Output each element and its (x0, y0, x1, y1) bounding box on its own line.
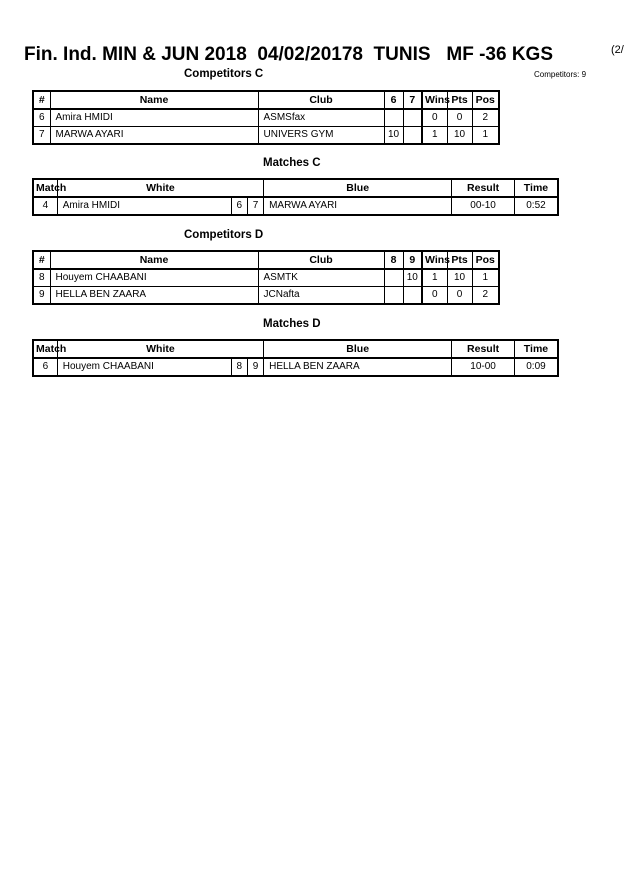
cell-time: 0:52 (514, 197, 558, 215)
cell-blue: MARWA AYARI (264, 197, 452, 215)
cell-name: MARWA AYARI (50, 127, 258, 145)
cell-score-2 (403, 127, 422, 145)
col-header-score-1: 6 (384, 91, 403, 109)
cell-score-1: 10 (384, 127, 403, 145)
cell-pos: 1 (472, 269, 499, 287)
col-header-club: Club (258, 91, 384, 109)
col-header-pts: Pts (447, 251, 472, 269)
competitors-d-table (32, 250, 500, 305)
col-header-match: Match (33, 179, 57, 197)
cell-name: Houyem CHAABANI (50, 269, 258, 287)
matches-d-heading: Matches D (263, 318, 321, 330)
cell-score-1 (384, 109, 403, 127)
col-header-pos: Pos (472, 91, 499, 109)
col-header-pts: Pts (447, 91, 472, 109)
cell-white-num: 6 (231, 197, 247, 215)
col-header-club: Club (258, 251, 384, 269)
cell-score-2 (403, 109, 422, 127)
competitors-c-table (32, 90, 500, 145)
cell-num: 6 (33, 109, 50, 127)
cell-pos: 2 (472, 109, 499, 127)
col-header-time: Time (514, 179, 558, 197)
cell-white-num: 8 (231, 358, 247, 376)
col-header-score-2: 7 (403, 91, 422, 109)
col-header-num: # (33, 91, 50, 109)
col-header-score-2: 9 (403, 251, 422, 269)
matches-d-table (32, 339, 559, 377)
table-row (33, 287, 499, 305)
table-row (33, 269, 499, 287)
table-row (33, 109, 499, 127)
cell-club: ASMSfax (258, 109, 384, 127)
col-header-num: # (33, 251, 50, 269)
cell-pts: 10 (447, 127, 472, 145)
table-header-row (33, 179, 558, 197)
table-row (33, 358, 558, 376)
cell-pts: 10 (447, 269, 472, 287)
cell-wins: 1 (422, 127, 447, 145)
col-header-result: Result (452, 179, 515, 197)
cell-club: UNIVERS GYM (258, 127, 384, 145)
cell-pos: 2 (472, 287, 499, 305)
cell-time: 0:09 (514, 358, 558, 376)
cell-white: Houyem CHAABANI (57, 358, 231, 376)
col-header-match: Match (33, 340, 57, 358)
cell-club: JCNafta (258, 287, 384, 305)
cell-club: ASMTK (258, 269, 384, 287)
col-header-pos: Pos (472, 251, 499, 269)
cell-blue-num: 7 (247, 197, 263, 215)
cell-wins: 0 (422, 287, 447, 305)
cell-result: 00-10 (452, 197, 515, 215)
col-header-result: Result (452, 340, 515, 358)
cell-num: 9 (33, 287, 50, 305)
cell-score-1 (384, 269, 403, 287)
cell-pts: 0 (447, 287, 472, 305)
cell-score-1 (384, 287, 403, 305)
cell-name: Amira HMIDI (50, 109, 258, 127)
cell-score-2: 10 (403, 269, 422, 287)
competitors-count: Competitors: 9 (534, 70, 587, 79)
table-header-row (33, 91, 499, 109)
cell-score-2 (403, 287, 422, 305)
table-header-row (33, 340, 558, 358)
cell-result: 10-00 (452, 358, 515, 376)
col-header-score-1: 8 (384, 251, 403, 269)
col-header-blue: Blue (264, 340, 452, 358)
table-row (33, 127, 499, 145)
table-row (33, 197, 558, 215)
table-header-row (33, 251, 499, 269)
competitors-d-heading: Competitors D (184, 229, 264, 241)
cell-blue: HELLA BEN ZAARA (264, 358, 452, 376)
col-header-blue: Blue (264, 179, 452, 197)
matches-c-heading: Matches C (263, 157, 321, 169)
cell-num: 8 (33, 269, 50, 287)
col-header-name: Name (50, 251, 258, 269)
cell-num: 7 (33, 127, 50, 145)
cell-pts: 0 (447, 109, 472, 127)
matches-c-table (32, 178, 559, 216)
page-title: Fin. Ind. MIN & JUN 2018 04/02/20178 TUNIS MF -36 KGS (24, 44, 553, 65)
cell-blue-num: 9 (247, 358, 263, 376)
cell-match: 6 (33, 358, 57, 376)
col-header-white: White (57, 179, 263, 197)
cell-wins: 1 (422, 269, 447, 287)
col-header-name: Name (50, 91, 258, 109)
col-header-time: Time (514, 340, 558, 358)
cell-white: Amira HMIDI (57, 197, 231, 215)
cell-wins: 0 (422, 109, 447, 127)
col-header-white: White (57, 340, 263, 358)
cell-name: HELLA BEN ZAARA (50, 287, 258, 305)
page-number: (2/ (611, 44, 624, 56)
col-header-wins: Wins (422, 251, 447, 269)
competitors-c-heading: Competitors C (184, 68, 264, 80)
cell-match: 4 (33, 197, 57, 215)
cell-pos: 1 (472, 127, 499, 145)
col-header-wins: Wins (422, 91, 447, 109)
